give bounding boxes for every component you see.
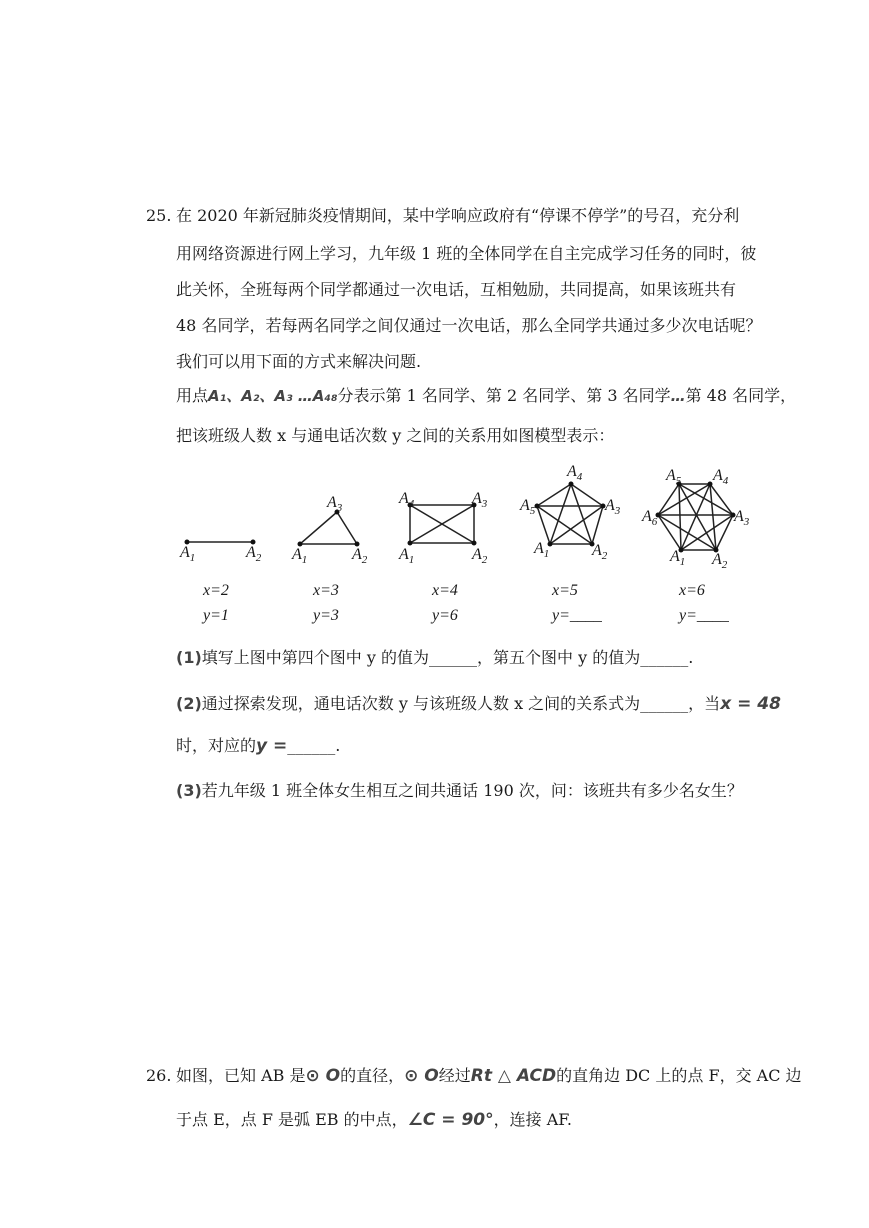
fig3-label-a4: $A_4$ <box>399 490 415 511</box>
q25-line6-text: 分表示第 1 名同学、第 2 名同学、第 3 名同学 <box>337 386 671 405</box>
q25-part-1 <box>176 648 693 668</box>
part-2-label: (2) <box>176 694 202 713</box>
fig2-label-a1: $A_1$ <box>292 546 308 567</box>
q26-line-2 <box>176 1110 572 1130</box>
fig3-y-value: y=6 <box>432 607 458 624</box>
part-2-text-2: 时，对应的 <box>176 736 257 755</box>
q26-text-6: ，连接 AF. <box>493 1110 572 1129</box>
part-3-label: (3) <box>176 781 202 800</box>
fig5-label-a4: $A_4$ <box>713 467 729 488</box>
fig2-label-a2: $A_2$ <box>352 546 368 567</box>
q25-part-2-cont <box>176 736 340 756</box>
q26-text-3: 经过 <box>438 1066 471 1085</box>
part-2-text-3: ______. <box>287 736 341 755</box>
q26-math-circle-o-1: ⊙ O <box>305 1066 341 1086</box>
q25-line-2: 用网络资源进行网上学习，九年级 1 班的全体同学在自主完成学习任务的同时，彼 <box>176 244 757 263</box>
fig5-label-a5: $A_5$ <box>666 467 682 488</box>
fig5-label-a6: $A_6$ <box>642 508 658 529</box>
question-25-number: 25. <box>146 206 172 225</box>
q25-part-3 <box>176 781 743 801</box>
fig4-label-a3: $A_3$ <box>605 497 621 518</box>
fig3-x-value: x=4 <box>432 582 458 599</box>
part-3-text: 若九年级 1 班全体女生相互之间共通话 190 次，问：该班共有多少名女生？ <box>201 781 743 800</box>
q26-math-circle-o-2: ⊙ O <box>404 1066 439 1086</box>
fig1-label-a1: $A_1$ <box>180 544 196 565</box>
q26-math-angle: ∠C = 90° <box>407 1110 494 1130</box>
q25-line-5: 我们可以用下面的方式来解决问题. <box>176 352 422 371</box>
fig5-label-a1: $A_1$ <box>670 548 686 569</box>
q26-text-2: 的直径， <box>340 1066 405 1085</box>
fig1-y-value: y=1 <box>203 607 229 624</box>
fig1-x-value: x=2 <box>203 582 229 599</box>
q25-ellipsis: … <box>670 387 686 405</box>
fig3-label-a1: $A_1$ <box>399 546 415 567</box>
fig5-label-a2: $A_2$ <box>712 551 728 572</box>
fig5-y-value: y=____ <box>679 607 729 624</box>
fig1-label-a2: $A_2$ <box>246 544 262 565</box>
fig4-label-a4: $A_4$ <box>567 463 583 484</box>
q25-points-formula: A₁、A₂、A₃ …A₄₈ <box>208 387 338 405</box>
q25-line-3: 此关怀，全班每两个同学都通过一次电话，互相勉励，共同提高，如果该班共有 <box>176 280 737 299</box>
fig4-label-a1: $A_1$ <box>534 540 550 561</box>
part-1-label: (1) <box>176 648 202 667</box>
q25-line6-suffix: 第 48 名同学， <box>685 386 797 405</box>
part-2-text: 通过探索发现，通电话次数 y 与该班级人数 x 之间的关系式为______，当 <box>201 694 721 713</box>
part-1-text: 填写上图中第四个图中 y 的值为______，第五个图中 y 的值为______. <box>201 648 694 667</box>
fig4-label-a2: $A_2$ <box>592 542 608 563</box>
q26-math-triangle: Rt △ ACD <box>470 1066 557 1086</box>
fig4-y-value: y=____ <box>552 607 602 624</box>
fig3-label-a2: $A_2$ <box>472 546 488 567</box>
part-2-math-x: x = 48 <box>720 694 781 714</box>
q25-line-7: 把该班级人数 x 与通电话次数 y 之间的关系用如图模型表示： <box>176 426 615 445</box>
fig3-label-a3: $A_3$ <box>472 490 488 511</box>
question-26-number: 26. <box>146 1066 172 1085</box>
q26-text-5: 于点 E，点 F 是弧 EB 的中点， <box>176 1110 408 1129</box>
q25-part-2 <box>176 694 781 714</box>
q25-line-4: 48 名同学，若每两名同学之间仅通过一次电话，那么全同学共通过多少次电话呢？ <box>176 316 762 335</box>
q25-line-1: 在 2020 年新冠肺炎疫情期间，某中学响应政府有“停课不停学”的号召，充分利 <box>176 206 740 225</box>
part-2-math-y: y = <box>256 736 288 756</box>
fig2-x-value: x=3 <box>313 582 339 599</box>
fig4-label-a5: $A_5$ <box>520 497 536 518</box>
q26-text-4: 的直角边 DC 上的点 F，交 AC 边 <box>556 1066 802 1085</box>
q26-line-1 <box>176 1066 802 1086</box>
q25-line6-prefix: 用点 <box>176 386 209 405</box>
fig5-label-a3: $A_3$ <box>734 508 750 529</box>
fig5-x-value: x=6 <box>679 582 705 599</box>
fig2-label-a3: $A_3$ <box>327 494 343 515</box>
fig2-y-value: y=3 <box>313 607 339 624</box>
fig4-x-value: x=5 <box>552 582 578 599</box>
q26-text-1: 如图，已知 AB 是 <box>176 1066 306 1085</box>
